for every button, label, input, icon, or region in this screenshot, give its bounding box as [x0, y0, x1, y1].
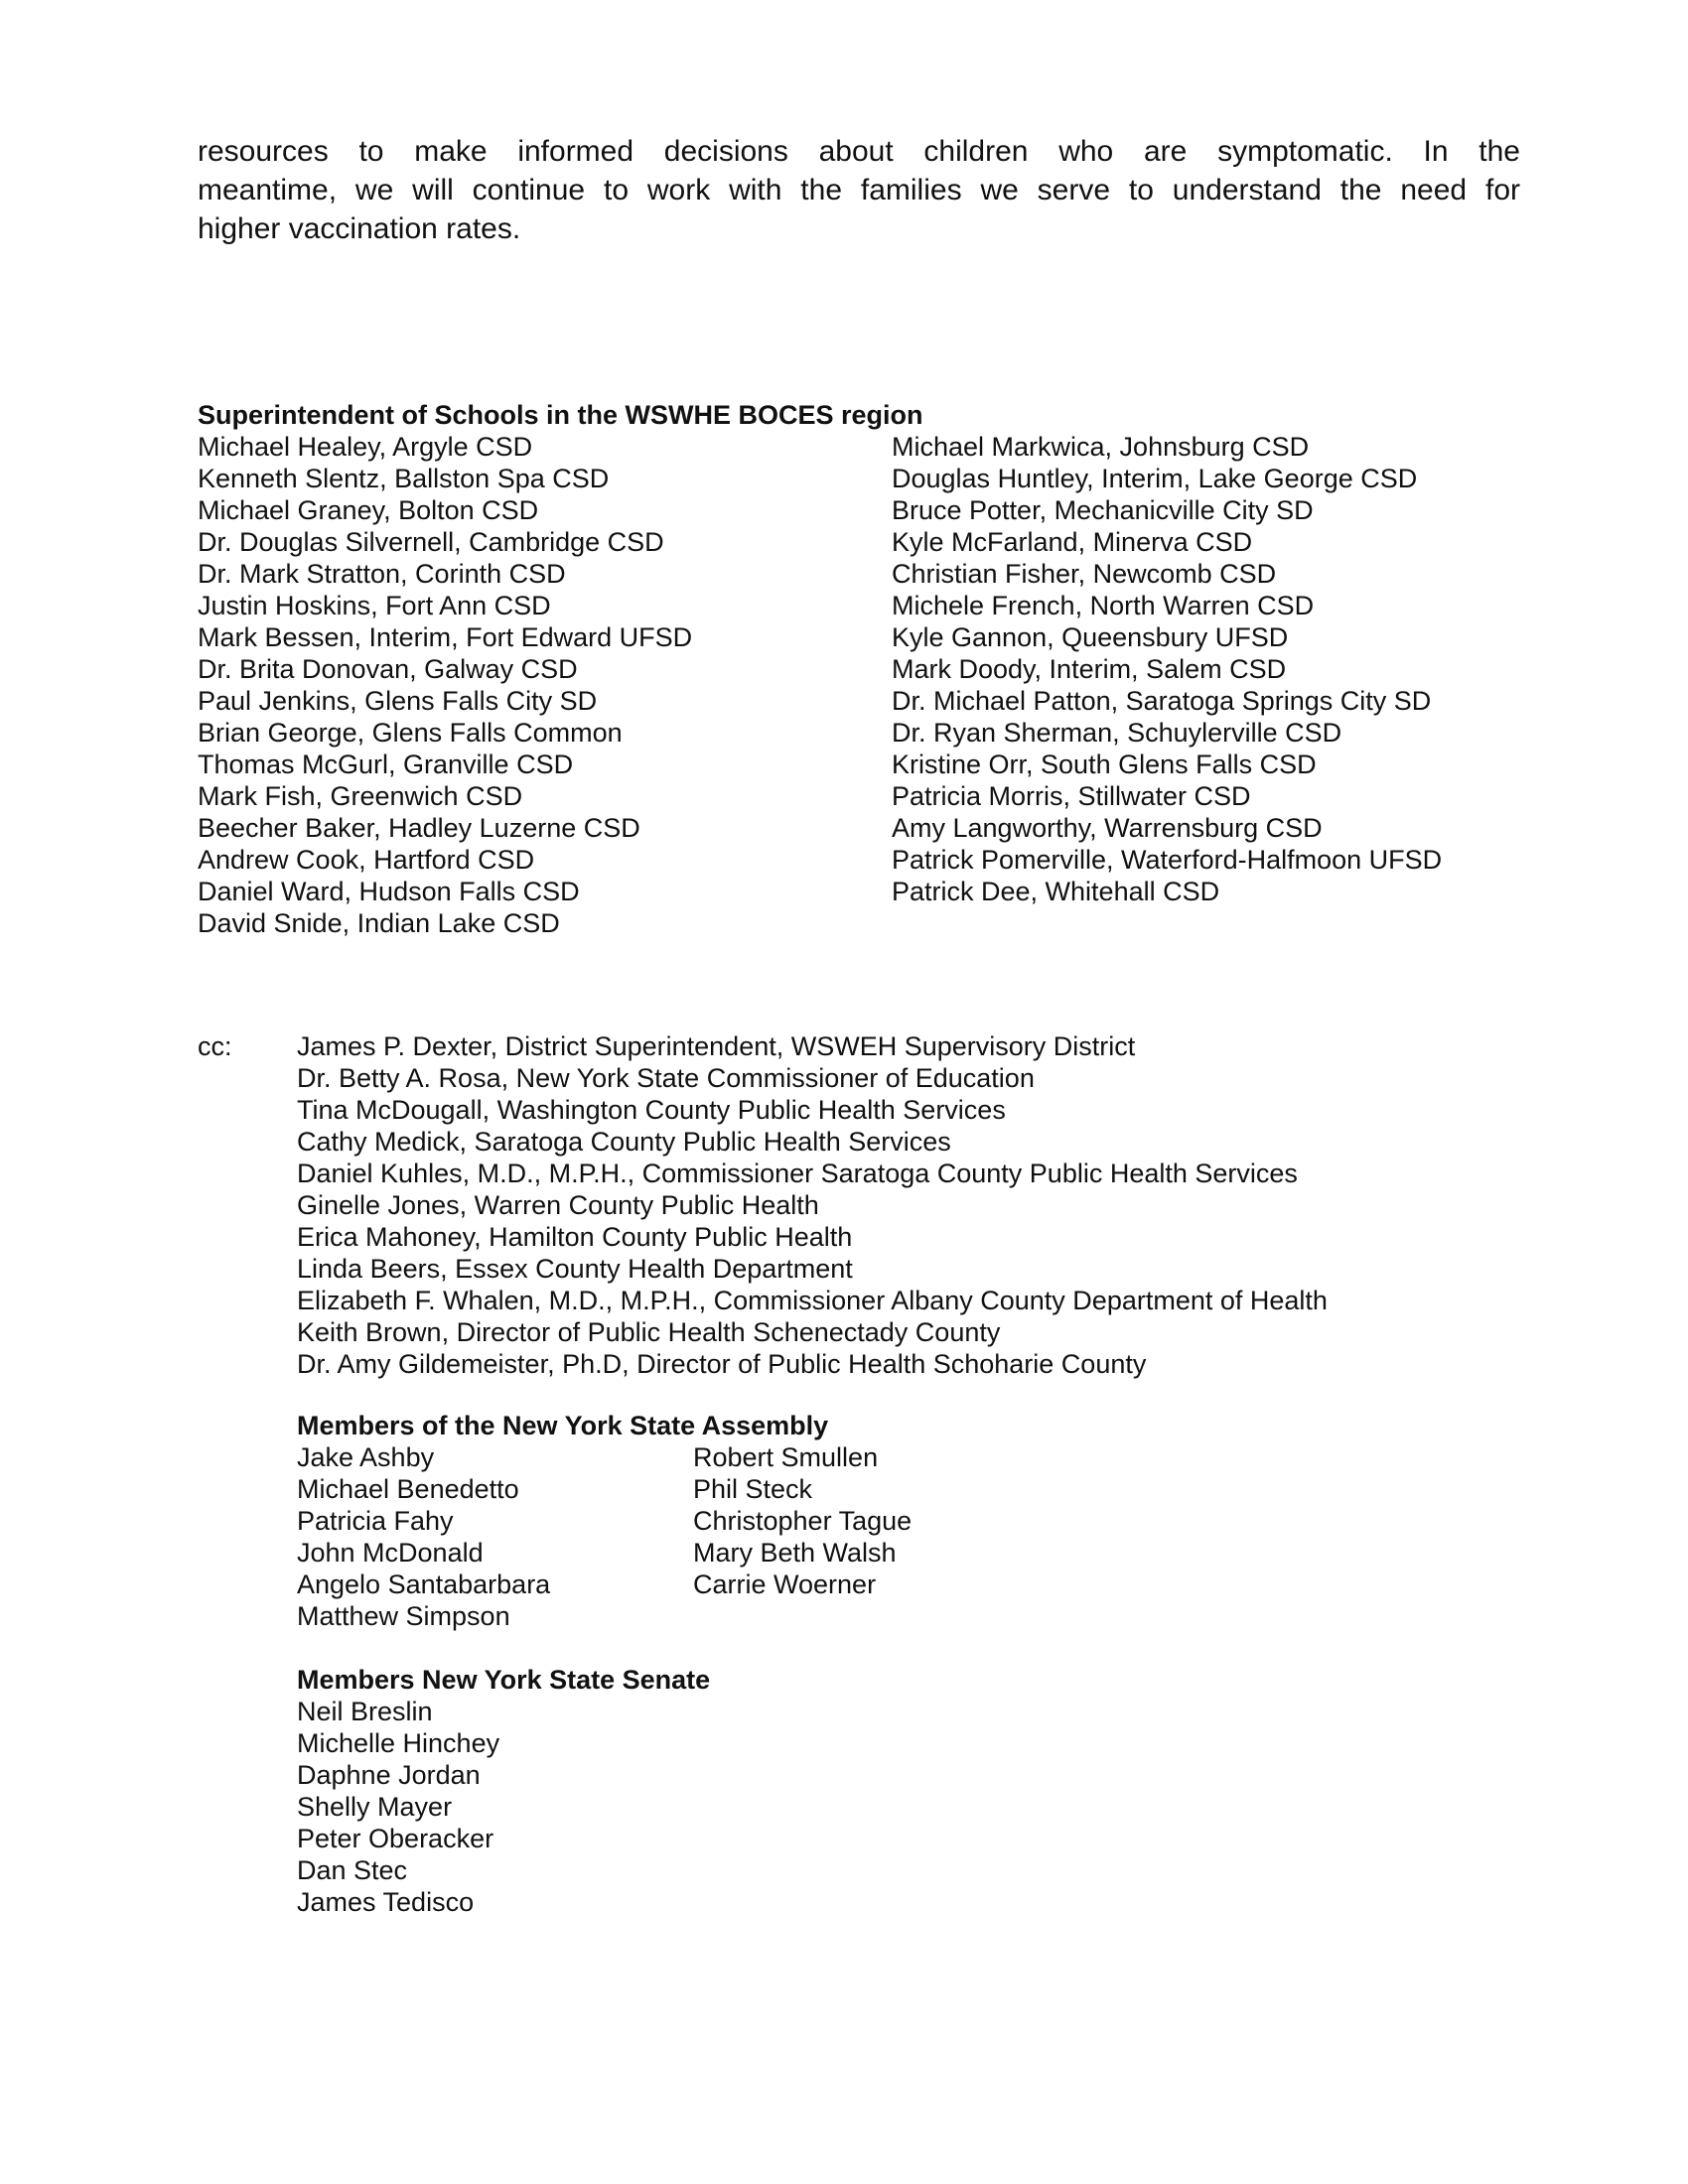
list-item: Ginelle Jones, Warren County Public Health [297, 1190, 819, 1220]
list-item: Matthew Simpson [297, 1601, 510, 1631]
list-item: Patrick Pomerville, Waterford-Halfmoon UFSD [892, 845, 1443, 875]
list-item: Beecher Baker, Hadley Luzerne CSD [198, 813, 640, 843]
list-item: Angelo Santabarbara [297, 1570, 551, 1599]
list-item: Justin Hoskins, Fort Ann CSD [198, 591, 551, 620]
list-item: Dr. Amy Gildemeister, Ph.D, Director of Public Health Schoharie County [297, 1349, 1147, 1379]
list-item: Douglas Huntley, Interim, Lake George CSD [892, 464, 1418, 493]
list-item: Mary Beth Walsh [693, 1538, 897, 1568]
list-item: John McDonald [297, 1538, 484, 1568]
closing-paragraph [198, 132, 1520, 248]
list-item: Amy Langworthy, Warrensburg CSD [892, 813, 1323, 843]
list-item: Dr. Michael Patton, Saratoga Springs City SD [892, 686, 1432, 716]
superintendents-right-column [892, 431, 1442, 907]
list-item: Michael Graney, Bolton CSD [198, 495, 539, 525]
assembly-heading: Members of the New York State Assembly [297, 1411, 829, 1440]
list-item: Tina McDougall, Washington County Public Health Services [297, 1095, 1006, 1125]
list-item: Robert Smullen [693, 1442, 879, 1472]
list-item: Dr. Brita Donovan, Galway CSD [198, 654, 578, 684]
list-item: Andrew Cook, Hartford CSD [198, 845, 535, 875]
list-item: Jake Ashby [297, 1442, 435, 1472]
senate-heading: Members New York State Senate [297, 1665, 711, 1695]
senate-section [297, 1664, 711, 1917]
list-item: Dr. Ryan Sherman, Schuylerville CSD [892, 718, 1342, 748]
list-item: Keith Brown, Director of Public Health Schenectady County [297, 1317, 1001, 1347]
list-item: Mark Bessen, Interim, Fort Edward UFSD [198, 622, 693, 652]
list-item: Cathy Medick, Saratoga County Public Health Services [297, 1127, 951, 1157]
list-item: Daphne Jordan [297, 1760, 481, 1790]
list-item: Thomas McGurl, Granville CSD [198, 750, 574, 779]
list-item: David Snide, Indian Lake CSD [198, 908, 560, 938]
list-item: Patricia Fahy [297, 1506, 454, 1536]
list-item: Shelly Mayer [297, 1792, 453, 1822]
list-item: Christian Fisher, Newcomb CSD [892, 559, 1277, 589]
list-item: Neil Breslin [297, 1697, 433, 1726]
list-item: Dr. Douglas Silvernell, Cambridge CSD [198, 527, 664, 557]
list-item: Erica Mahoney, Hamilton County Public Health [297, 1222, 853, 1252]
superintendents-left-column [198, 431, 692, 939]
list-item: Michael Healey, Argyle CSD [198, 432, 533, 462]
senate-member-list [297, 1696, 499, 1918]
list-item: Michelle Hinchey [297, 1728, 500, 1758]
list-item: Patricia Morris, Stillwater CSD [892, 781, 1251, 811]
list-item: Dr. Mark Stratton, Corinth CSD [198, 559, 566, 589]
list-item: Dr. Betty A. Rosa, New York State Commissioner of Education [297, 1063, 1035, 1093]
paragraph-line: resources to make informed decisions about children who are symptomatic. In the [198, 135, 1520, 168]
superintendents-section [198, 399, 1520, 938]
list-item: Peter Oberacker [297, 1824, 494, 1853]
assembly-left-column [297, 1441, 550, 1632]
list-item: Paul Jenkins, Glens Falls City SD [198, 686, 598, 716]
assembly-section [297, 1410, 913, 1631]
assembly-right-column [693, 1441, 912, 1600]
list-item: Linda Beers, Essex County Health Department [297, 1254, 853, 1284]
list-item: Carrie Woerner [693, 1570, 877, 1599]
list-item: Daniel Kuhles, M.D., M.P.H., Commissioner Saratoga County Public Health Services [297, 1159, 1298, 1188]
list-item: Michael Markwica, Johnsburg CSD [892, 432, 1310, 462]
list-item: Kyle Gannon, Queensbury UFSD [892, 622, 1289, 652]
list-item: Mark Doody, Interim, Salem CSD [892, 654, 1287, 684]
list-item: Kyle McFarland, Minerva CSD [892, 527, 1253, 557]
list-item: James Tedisco [297, 1887, 475, 1917]
list-item: Elizabeth F. Whalen, M.D., M.P.H., Commissioner Albany County Department of Health [297, 1286, 1328, 1315]
list-item: Kenneth Slentz, Ballston Spa CSD [198, 464, 610, 493]
list-item: Christopher Tague [693, 1506, 913, 1536]
list-item: Mark Fish, Greenwich CSD [198, 781, 523, 811]
cc-recipient-list [297, 1030, 1328, 1380]
list-item: Michele French, North Warren CSD [892, 591, 1315, 620]
list-item: Daniel Ward, Hudson Falls CSD [198, 877, 580, 906]
list-item: Phil Steck [693, 1474, 813, 1504]
paragraph-line: meantime, we will continue to work with the families we serve to understand the need for [198, 174, 1520, 206]
superintendents-heading: Superintendent of Schools in the WSWHE BOCES region [198, 400, 923, 430]
list-item: Dan Stec [297, 1855, 408, 1885]
list-item: Bruce Potter, Mechanicville City SD [892, 495, 1314, 525]
list-item: Brian George, Glens Falls Common [198, 718, 623, 748]
list-item: Michael Benedetto [297, 1474, 519, 1504]
list-item: James P. Dexter, District Superintendent, WSWEH Supervisory District [297, 1031, 1136, 1061]
list-item: Patrick Dee, Whitehall CSD [892, 877, 1220, 906]
cc-label: cc: [198, 1031, 232, 1061]
list-item: Kristine Orr, South Glens Falls CSD [892, 750, 1317, 779]
paragraph-line: higher vaccination rates. [198, 212, 521, 245]
